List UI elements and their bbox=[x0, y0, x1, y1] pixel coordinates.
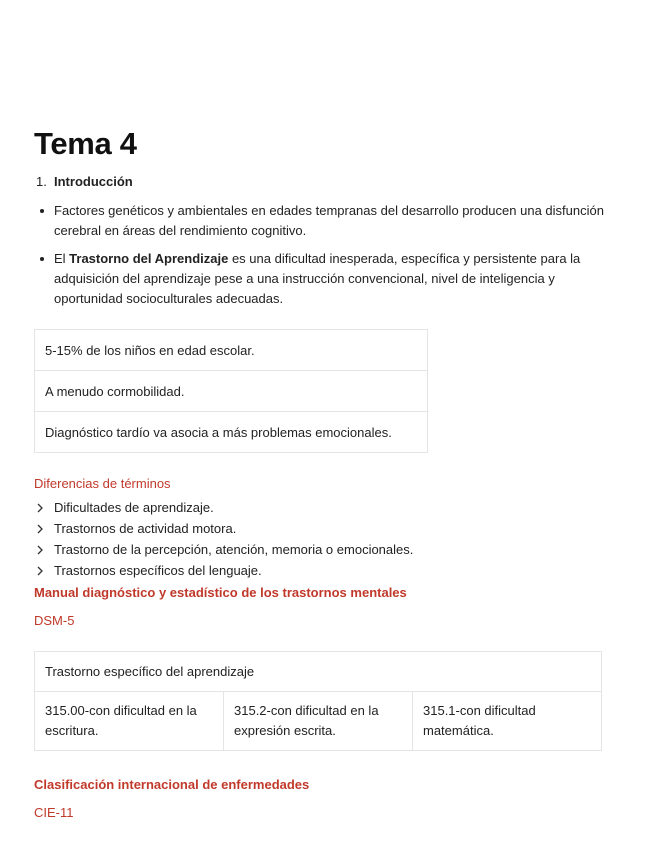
table-cell: 5-15% de los niños en edad escolar. bbox=[35, 330, 428, 371]
dsm-table bbox=[34, 651, 602, 751]
cie-heading: Clasificación internacional de enfermedades bbox=[34, 777, 310, 792]
section-number: 1. bbox=[36, 174, 47, 189]
bullet-trastorno-rest: es una dificultad inesperada, específica y persistente para la adquisición del aprendizaje pese a una instrucción convencional, nivel de inteligencia y oportunidad socioculturales adecuadas. bbox=[54, 251, 581, 306]
table-row bbox=[35, 371, 428, 412]
bullet-list-item bbox=[36, 249, 606, 309]
bullet-trastorno bbox=[36, 249, 606, 309]
list-item-label: Dificultades de aprendizaje. bbox=[54, 500, 214, 515]
bullet-trastorno-term: Trastorno del Aprendizaje bbox=[69, 251, 229, 266]
differences-list bbox=[36, 497, 413, 581]
table-row bbox=[35, 412, 428, 453]
table-cell: 315.2-con dificultad en la expresión escrita. bbox=[224, 692, 413, 751]
section-heading-introduccion bbox=[36, 174, 133, 189]
list-item bbox=[36, 497, 413, 518]
list-item bbox=[36, 560, 413, 581]
cie11-link[interactable]: CIE-11 bbox=[34, 805, 74, 820]
bullet-list-item bbox=[36, 201, 606, 241]
table-row bbox=[35, 330, 428, 371]
list-item bbox=[36, 539, 413, 560]
differences-link[interactable]: Diferencias de términos bbox=[34, 476, 171, 491]
facts-table bbox=[34, 329, 428, 453]
chevron-right-icon bbox=[36, 503, 54, 513]
chevron-right-icon bbox=[36, 566, 54, 576]
table-row bbox=[35, 692, 602, 751]
table-cell: A menudo cormobilidad. bbox=[35, 371, 428, 412]
table-cell: 315.00-con dificultad en la escritura. bbox=[35, 692, 224, 751]
chevron-right-icon bbox=[36, 545, 54, 555]
list-item-label: Trastornos específicos del lenguaje. bbox=[54, 563, 262, 578]
section-label: Introducción bbox=[54, 174, 133, 189]
table-cell: Diagnóstico tardío va asocia a más problemas emocionales. bbox=[35, 412, 428, 453]
chevron-right-icon bbox=[36, 524, 54, 534]
table-header-cell: Trastorno específico del aprendizaje bbox=[35, 652, 602, 692]
manual-heading: Manual diagnóstico y estadístico de los trastornos mentales bbox=[34, 585, 407, 600]
bullet-factores: Factores genéticos y ambientales en edades tempranas del desarrollo producen una disfunción cerebral en áreas del rendimiento cognitivo. bbox=[36, 201, 606, 241]
bullet-trastorno-prefix: El bbox=[54, 251, 70, 266]
table-cell: 315.1-con dificultad matemática. bbox=[413, 692, 602, 751]
list-item-label: Trastornos de actividad motora. bbox=[54, 521, 237, 536]
table-row bbox=[35, 652, 602, 692]
page-title: Tema 4 bbox=[34, 126, 137, 161]
dsm5-link[interactable]: DSM-5 bbox=[34, 613, 75, 628]
list-item-label: Trastorno de la percepción, atención, memoria o emocionales. bbox=[54, 542, 414, 557]
list-item bbox=[36, 518, 413, 539]
